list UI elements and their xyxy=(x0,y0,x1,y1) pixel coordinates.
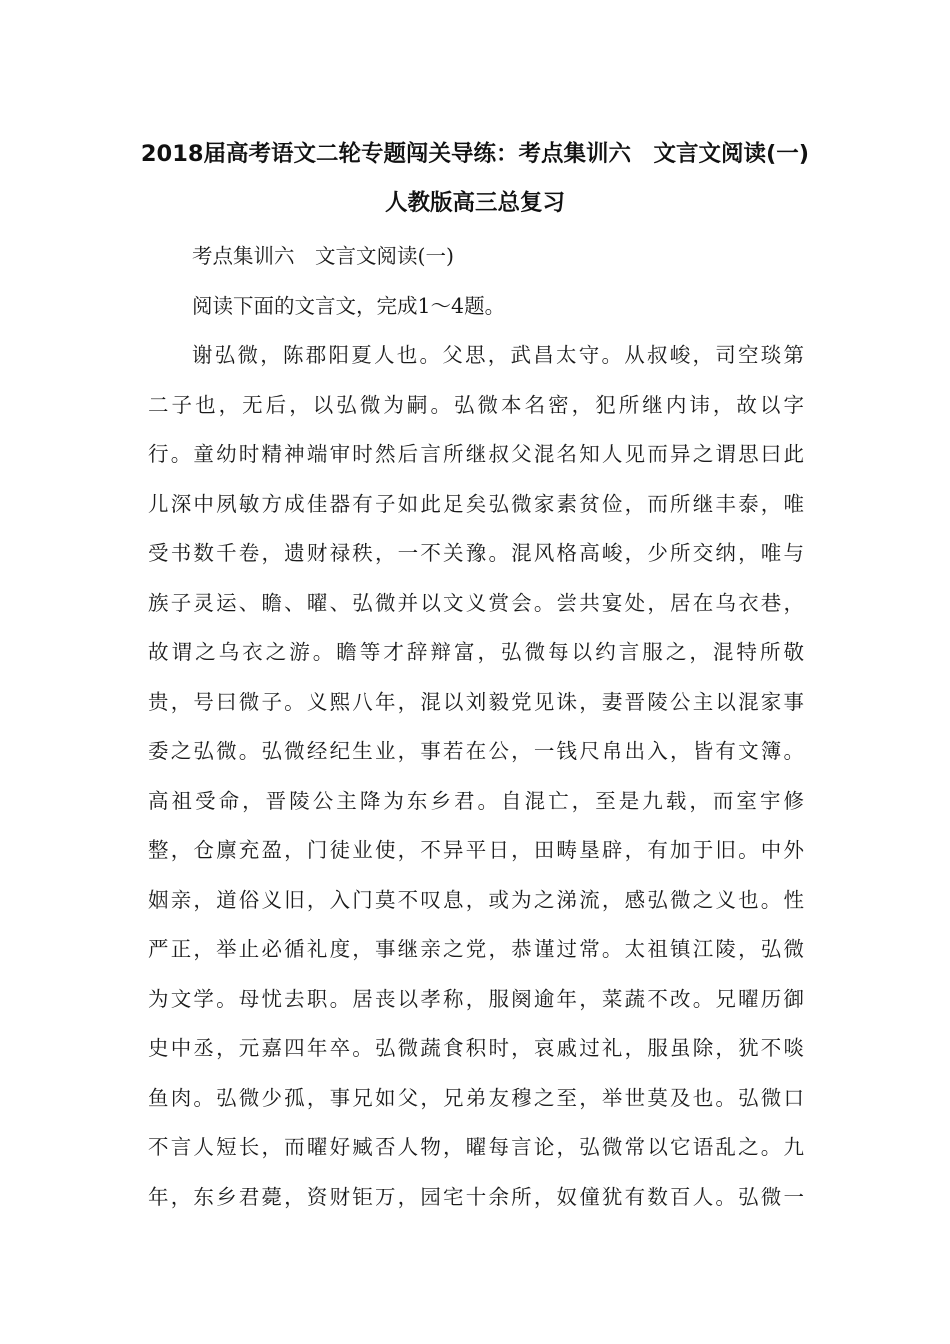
passage-line: 谢弘微，陈郡阳夏人也。父思，武昌太守。从叔峻，司空琰第 xyxy=(192,343,804,367)
section-heading: 考点集训六 文言文阅读(一) xyxy=(192,244,454,268)
passage-line: 儿深中夙敏方成佳器有子如此足矣弘微家素贫俭，而所继丰泰，唯 xyxy=(148,492,804,516)
passage-line: 为文学。母忧去职。居丧以孝称，服阕逾年，菜蔬不改。兄曜历御 xyxy=(148,987,804,1011)
passage-line: 严正，举止必循礼度，事继亲之党，恭谨过常。太祖镇江陵，弘微 xyxy=(148,937,804,961)
passage-line: 行。童幼时精神端审时然后言所继叔父混名知人见而异之谓思曰此 xyxy=(148,442,804,466)
passage-line: 鱼肉。弘微少孤，事兄如父，兄弟友穆之至，举世莫及也。弘微口 xyxy=(148,1086,804,1110)
passage-line: 不言人短长，而曜好臧否人物，曜每言论，弘微常以它语乱之。九 xyxy=(148,1135,804,1159)
passage-line: 受书数千卷，遗财禄秩，一不关豫。混风格高峻，少所交纳，唯与 xyxy=(148,541,804,565)
passage-line: 贵，号曰微子。义熙八年，混以刘毅党见诛，妻晋陵公主以混家事 xyxy=(148,690,804,714)
passage-line: 族子灵运、瞻、曜、弘微并以文义赏会。尝共宴处，居在乌衣巷， xyxy=(148,591,804,615)
passage-line: 高祖受命，晋陵公主降为东乡君。自混亡，至是九载，而室宇修 xyxy=(148,789,804,813)
passage-line: 委之弘微。弘微经纪生业，事若在公，一钱尺帛出入，皆有文簿。 xyxy=(148,739,804,763)
passage-line: 年，东乡君薨，资财钜万，园宅十余所，奴僮犹有数百人。弘微一 xyxy=(148,1185,804,1209)
passage-line: 姻亲，道俗义旧，入门莫不叹息，或为之涕流，感弘微之义也。性 xyxy=(148,888,804,912)
passage-line: 二子也，无后，以弘微为嗣。弘微本名密，犯所继内讳，故以字 xyxy=(148,393,804,417)
passage-line: 故谓之乌衣之游。瞻等才辞辩富，弘微每以约言服之，混特所敬 xyxy=(148,640,804,664)
document-title-line-1: 2018届高考语文二轮专题闯关导练：考点集训六 文言文阅读(一) xyxy=(140,141,810,167)
passage-line: 整，仓廪充盈，门徒业使，不异平日，田畴垦辟，有加于旧。中外 xyxy=(148,838,804,862)
passage-line: 史中丞，元嘉四年卒。弘微蔬食积时，哀戚过礼，服虽除，犹不啖 xyxy=(148,1036,804,1060)
document-title-line-2: 人教版高三总复习 xyxy=(384,190,565,216)
instruction-text: 阅读下面的文言文，完成1～4题。 xyxy=(192,294,506,318)
